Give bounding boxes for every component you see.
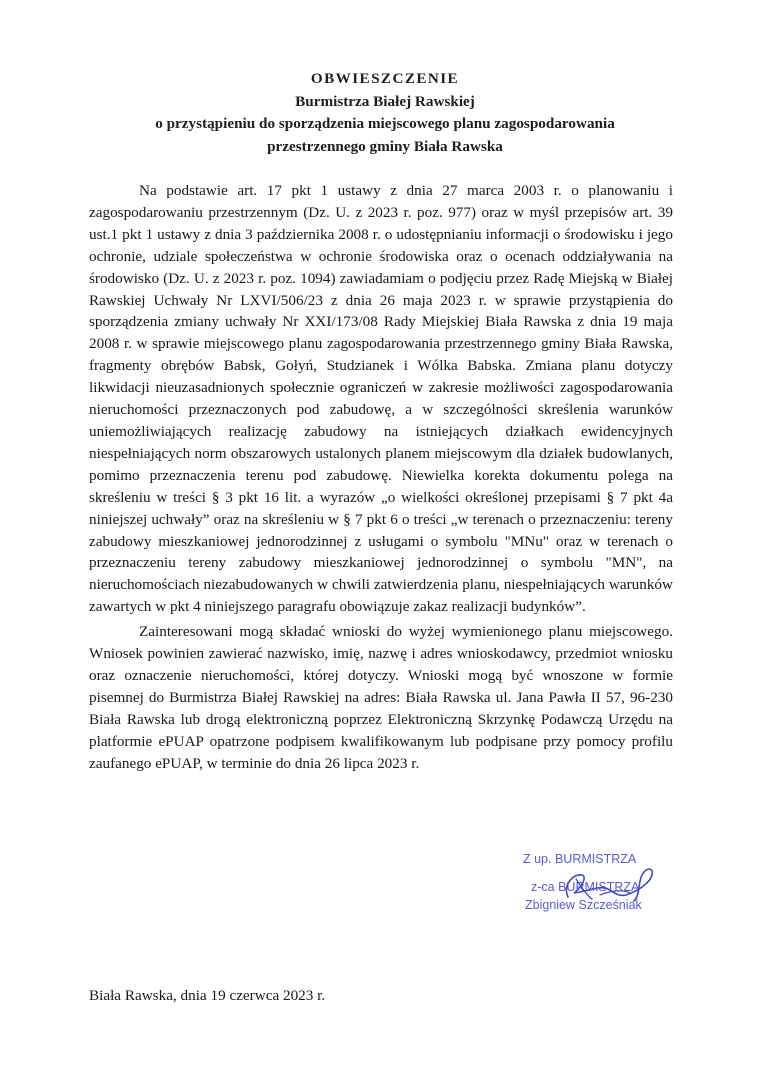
subject-line-1: o przystąpieniu do sporządzenia miejscowego planu zagospodarowania [155, 115, 615, 132]
body-paragraph-2: Zainteresowani mogą składać wnioski do wyżej wymienionego planu miejscowego. Wniosek powinien zawierać nazwisko, imię, nazwę i adres wnioskodawcy, przedmiot wniosku oraz oznaczenie nieruchomości, której dotyczy. Wnioski mogą być wnoszone w formie pisemnej do Burmistrza Białej Rawskiej na adres: Biała Rawska ul. Jana Pawła II 57, 96-230 Biała Rawska lub drogą elektroniczną poprzez Elektroniczną Skrzynkę Podawczą Urzędu na platformie ePUAP opatrzone podpisem kwalifikowanym lub podpisane przy pomocy profilu zaufanego ePUAP, w terminie do dnia 26 lipca 2023 r. [89, 623, 673, 772]
stamp-line-3: Zbigniew Szcześniak [525, 898, 642, 912]
body-paragraph-1: Na podstawie art. 17 pkt 1 ustawy z dnia 27 marca 2003 r. o planowaniu i zagospodarowaniu przestrzennym (Dz. U. z 2023 r. poz. 977) oraz w myśl przepisów art. 39 ust.1 pkt 1 ustawy z dnia 3 października 2008 r. o udostępnianiu informacji o środowisku i jego ochronie, udziale społeczeństwa w ochronie środowiska oraz o ocenach oddziaływania na środowisko (Dz. U. z 2023 r. poz. 1094) zawiadamiam o podjęciu przez Radę Miejską w Białej Rawskiej Uchwały Nr LXVI/506/23 z dnia 26 maja 2023 r. w sprawie przystąpienia do sporządzenia zmiany uchwały Nr XXI/173/08 Rady Miejskiej Biała Rawska z dnia 19 maja 2008 r. w sprawie miejscowego planu zagospodarowania przestrzennego gminy Biała Rawska, fragmenty obrębów Babsk, Gołyń, Studzianek i Wólka Babska. Zmiana planu dotyczy likwidacji nieuzasadnionych społecznie ograniczeń w zakresie możliwości zagospodarowania nieruchomości przeznaczonych pod zabudowę, a w szczególności skreślenia warunków uniemożliwiających realizację zabudowy na istniejących działkach ewidencyjnych niespełniających norm obszarowych ustalonych planem miejscowym dla działek budowlanych, pomimo przeznaczenia terenu pod zabudowę. Niewielka korekta dokumentu polega na skreśleniu w treści § 3 pkt 16 lit. a wyrazów „o wielkości określonej przepisami § 7 pkt 4a niniejszej uchwały” oraz na skreśleniu w § 7 pkt 6 o treści „w terenach o przeznaczeniu: tereny zabudowy mieszkaniowej jednorodzinnej z usługami o symbolu "MNu" oraz w terenach o przeznaczeniu tereny zabudowy mieszkaniowej jednorodzinnej o symbolu "MN", na nieruchomościach niezabudowanych w chwili zatwierdzenia planu, niespełniających warunków zawartych w pkt 4 niniejszego paragrafu obowiązuje zakaz realizacji budynków”. [89, 182, 673, 616]
stamp-line-1: Z up. BURMISTRZA [523, 852, 637, 866]
document-title: OBWIESZCZENIE [310, 70, 460, 87]
handwritten-signature [530, 855, 670, 910]
stamp-line-2: z-ca BURMISTRZA [531, 880, 640, 894]
place-and-date: Biała Rawska, dnia 19 czerwca 2023 r. [89, 987, 326, 1004]
issuer-line: Burmistrza Białej Rawskiej [295, 92, 475, 110]
subject-line-2: przestrzennego gminy Biała Rawska [267, 137, 503, 155]
document-body [89, 180, 673, 774]
document-heading [60, 68, 710, 158]
